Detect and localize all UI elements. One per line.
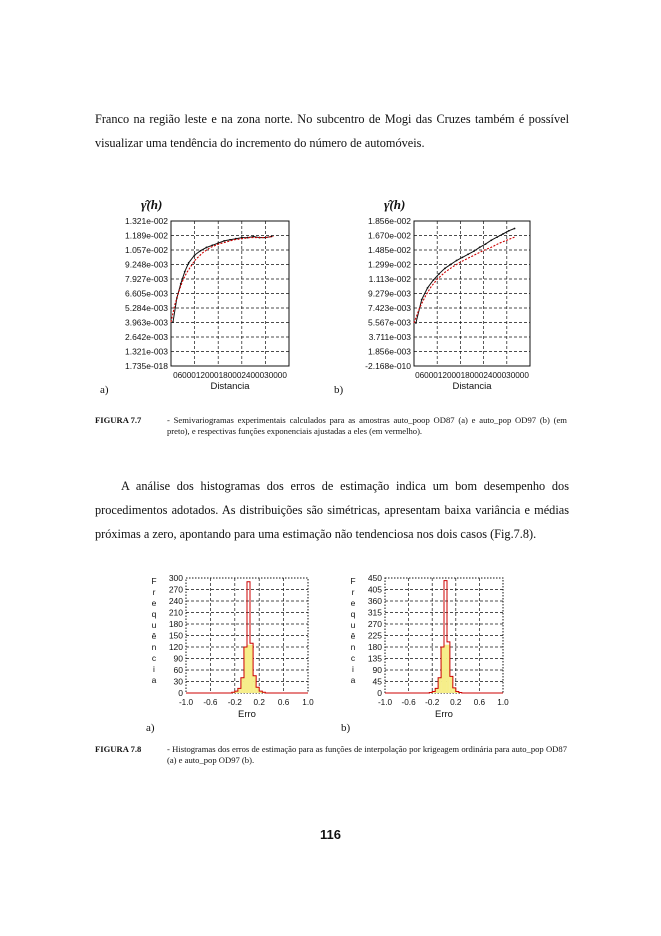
histogram-a-chart: [138, 570, 328, 740]
panel-label: b): [334, 384, 344, 396]
y-axis-title-letter: i: [153, 664, 155, 674]
y-axis-title-letter: c: [151, 653, 157, 663]
y-tick-label: 150: [168, 630, 183, 641]
data-point: [496, 236, 498, 238]
y-axis-title-letter: a: [350, 675, 356, 685]
y-axis-title-letter: q: [151, 609, 157, 619]
y-tick-label: 1.321e-002: [124, 216, 168, 226]
y-tick-label: 180: [168, 619, 183, 629]
y-tick-label: 9.248e-003: [124, 259, 168, 270]
x-tick-label: 0.6: [277, 698, 290, 707]
y-tick-label: 1.670e-002: [367, 230, 411, 241]
y-axis-title-letter: F: [151, 576, 157, 586]
y-tick-label: 30: [173, 676, 183, 687]
y-tick-label: 1.856e-003: [367, 346, 411, 357]
figure-7-7-caption: [95, 415, 569, 437]
semivariogram-a-chart: [100, 195, 320, 407]
y-tick-label: 405: [367, 584, 382, 595]
data-point: [421, 299, 423, 301]
data-point: [461, 257, 463, 259]
y-axis-title-letter: ê: [350, 631, 356, 641]
y-axis-title-letter: n: [350, 642, 356, 652]
y-axis-title-letter: u: [151, 620, 157, 630]
x-axis-title: Distancia: [452, 381, 492, 392]
y-tick-label: -2.168e-010: [365, 361, 411, 371]
data-point: [188, 262, 190, 264]
y-tick-label: 2.642e-003: [124, 332, 168, 342]
y-tick-label: 90: [173, 653, 183, 664]
y-tick-label: 135: [367, 653, 382, 664]
x-tick-label: 0.6: [473, 698, 486, 707]
data-point: [502, 233, 504, 235]
y-axis-title-letter: c: [350, 653, 356, 663]
semivariogram-a: [100, 195, 320, 407]
x-axis-title: Erro: [435, 709, 453, 720]
x-tick-labels: 0600012000180002400030000: [415, 371, 529, 380]
data-point: [467, 253, 469, 255]
y-tick-label: 1.189e-002: [124, 230, 168, 241]
data-point: [456, 260, 458, 262]
y-tick-label: 450: [367, 573, 382, 583]
y-tick-label: 225: [367, 630, 382, 641]
y-axis-title-letter: a: [151, 675, 157, 685]
y-tick-label: 90: [372, 665, 382, 675]
y-axis-title: γ̂(h): [384, 197, 406, 212]
figure-tag: FIGURA 7.8: [95, 744, 142, 754]
data-point: [508, 230, 510, 232]
x-tick-label: -1.0: [377, 698, 393, 707]
y-tick-label: 1.057e-002: [124, 245, 168, 255]
y-tick-label: 1.856e-002: [367, 216, 411, 226]
histogram-bar: [247, 645, 250, 693]
y-axis-title-letter: r: [152, 587, 156, 597]
y-tick-label: 1.485e-002: [367, 245, 411, 255]
y-tick-label: 270: [168, 584, 183, 595]
y-axis-title-letter: F: [350, 576, 356, 586]
panel-label: a): [146, 722, 155, 734]
data-point: [200, 250, 202, 252]
y-axis-title-letter: r: [351, 587, 355, 597]
y-tick-label: 315: [367, 607, 382, 618]
x-tick-labels: 0600012000180002400030000: [173, 371, 287, 380]
y-tick-label: 3.963e-003: [124, 317, 168, 328]
y-tick-label: 1.299e-002: [367, 259, 411, 270]
data-point: [473, 250, 475, 252]
histogram-b-chart: [335, 570, 525, 740]
panel-label: b): [341, 722, 351, 734]
data-point: [172, 321, 174, 323]
y-tick-label: 0: [377, 688, 382, 698]
y-tick-label: 6.605e-003: [124, 288, 168, 299]
y-tick-label: 360: [367, 596, 382, 606]
data-point: [438, 273, 440, 275]
x-axis-title: Erro: [238, 709, 256, 720]
data-point: [514, 228, 516, 230]
data-point: [450, 264, 452, 266]
x-tick-label: 0.2: [450, 698, 462, 707]
x-tick-label: 1.0: [497, 698, 509, 707]
y-tick-label: 270: [367, 619, 382, 629]
data-point: [211, 244, 213, 246]
y-axis-title-letter: q: [350, 609, 356, 619]
y-axis-title-letter: e: [151, 598, 157, 608]
y-axis-title-letter: n: [151, 642, 157, 652]
y-tick-label: 240: [168, 596, 183, 606]
x-tick-label: -1.0: [178, 698, 194, 707]
figure-7-8-caption: [95, 744, 569, 766]
x-tick-label: -0.6: [401, 698, 416, 707]
x-tick-label: -0.6: [203, 698, 218, 707]
data-point: [444, 267, 446, 269]
body-paragraph-1: Franco na região leste e na zona norte. No subcentro de Mogi das Cruzes também é possível visualizar uma tendência do incremento do número de automóveis.: [95, 112, 569, 150]
y-axis-title: γ̂(h): [141, 197, 163, 212]
y-tick-label: 120: [168, 642, 183, 652]
x-tick-label: 0.2: [253, 698, 265, 707]
y-tick-label: 7.927e-003: [124, 274, 168, 284]
data-point: [427, 287, 429, 289]
x-axis-title: Distancia: [210, 381, 250, 392]
x-tick-label: 1.0: [302, 698, 314, 707]
data-point: [415, 322, 417, 324]
caption-text: - Semivariogramas experimentais calculados para as amostras auto_poop OD87 (a) e auto_pop OD97 (b) (em preto), e respectivas funções exponenciais ajustadas a eles (em vermelho).: [167, 415, 567, 436]
data-point: [485, 243, 487, 245]
histogram-b: [335, 570, 525, 740]
semivariogram-b: [318, 195, 548, 407]
data-point: [432, 279, 434, 281]
data-point: [223, 240, 225, 242]
panel-label: a): [100, 384, 109, 396]
data-point: [184, 271, 186, 273]
y-tick-label: 300: [168, 573, 183, 583]
y-tick-label: 9.279e-003: [367, 288, 411, 299]
y-tick-label: 60: [173, 665, 183, 675]
y-axis-title-letter: e: [350, 598, 356, 608]
y-tick-label: 5.284e-003: [124, 303, 168, 313]
body-paragraph-2: A análise dos histogramas dos erros de estimação indica um bom desempenho dos procedimentos adotados. As distribuições são simétricas, apresentam baixa variância e médias próximas a zero, apontando para uma estimação não tendenciosa nos dois casos (Fig.7.8).: [95, 479, 569, 541]
y-axis-title-letter: u: [350, 620, 356, 630]
caption-text: - Histogramas dos erros de estimação para as funções de interpolação por krigeagem ordinária para auto_pop OD87 (a) e auto_pop OD97 (b).: [167, 744, 567, 765]
data-point: [490, 239, 492, 241]
data-point: [479, 246, 481, 248]
data-point: [194, 254, 196, 256]
y-tick-label: 3.711e-003: [368, 332, 411, 342]
y-axis-title-letter: ê: [151, 631, 157, 641]
y-tick-label: 45: [372, 676, 382, 687]
figure-tag: FIGURA 7.7: [95, 415, 142, 425]
page-number: 116: [320, 827, 341, 842]
x-tick-label: -0.2: [227, 698, 242, 707]
histogram-bar: [444, 645, 447, 693]
data-point: [206, 247, 208, 249]
semivariogram-b-chart: [318, 195, 548, 407]
y-tick-label: 1.321e-003: [124, 346, 168, 357]
y-tick-label: 1.113e-002: [368, 274, 411, 284]
y-tick-label: 180: [367, 642, 382, 652]
y-tick-label: 0: [178, 688, 183, 698]
y-tick-label: 1.735e-018: [124, 361, 168, 371]
y-axis-title-letter: i: [352, 664, 354, 674]
y-tick-label: 7.423e-003: [367, 303, 411, 313]
histogram-a: [138, 570, 328, 740]
x-tick-label: -0.2: [425, 698, 440, 707]
y-tick-label: 5.567e-003: [367, 317, 411, 328]
y-tick-label: 210: [168, 607, 183, 618]
